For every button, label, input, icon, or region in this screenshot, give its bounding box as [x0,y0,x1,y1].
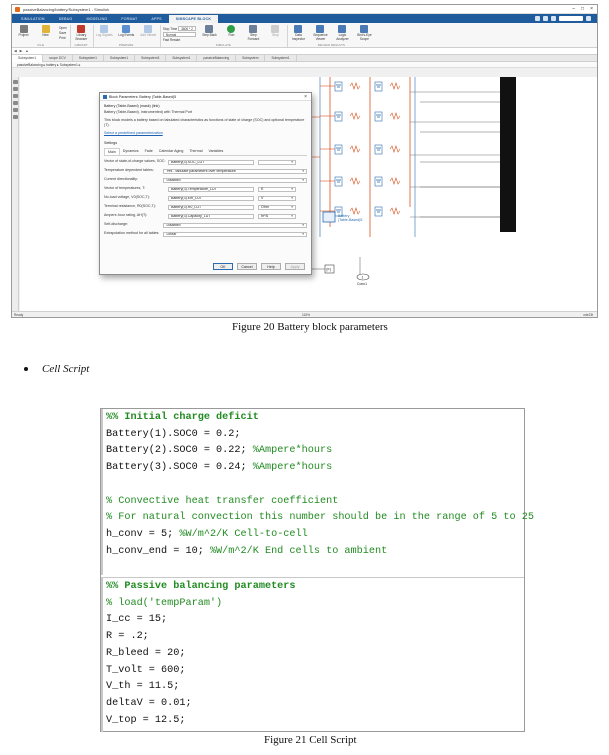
code-line [106,494,534,511]
battery-cell-icon [375,145,382,154]
model-tab[interactable]: Subsystem1 [166,55,197,62]
dialog-titlebar [100,93,311,101]
code-line [106,612,296,629]
model-tab[interactable]: Subsystem3 [135,55,166,62]
parameter-input[interactable]: Battery(3).Temperature_LUT [168,187,254,192]
add-viewer-button[interactable]: Add Viewer [140,25,157,38]
status-bar [12,311,597,317]
subtab-fade[interactable]: Fade [144,149,153,154]
chevron-down-icon: ▾ [291,159,293,164]
code-line [106,477,534,494]
parameter-row [104,185,307,193]
dialog-subtabs [104,148,307,156]
model-tabs [12,55,597,62]
sequence-viewer-icon [316,25,324,33]
block-description: This block models a battery based on tabulated characteristics as functions of state of charge (SOC) and optional temperature (T). [104,118,305,127]
code-statement: I_cc = 15; [106,614,168,626]
forward-arrow-icon[interactable]: ▶ [19,49,23,53]
canvas-palette [12,77,19,317]
code-line [106,679,296,696]
tab-format[interactable]: FORMAT [121,17,138,21]
unit-value: hr*A [261,213,268,218]
log-events-button[interactable]: Log Events [118,25,135,38]
unit-select[interactable] [258,187,296,192]
search-documentation-input[interactable] [559,16,583,21]
library-browser-icon [77,25,85,33]
code-statement: R = .2; [106,631,149,643]
parameter-input[interactable]: Battery(3).Em_LUT [168,196,254,201]
parameter-label: Self-discharge: [104,222,128,227]
code-line [106,696,296,713]
bus-bar [500,77,516,232]
matlab-logo-icon [15,7,20,12]
resistor-icon [350,178,360,184]
parameter-value: Yes - tabulate parameters over temperature [166,168,236,173]
code-block-1 [106,410,534,560]
battery-cell-icon [375,112,382,121]
fit-view-icon[interactable] [13,87,18,91]
tab-apps[interactable]: APPS [151,17,162,21]
parameter-input[interactable]: Battery(3).R0_LUT [168,205,254,210]
code-block-2 [106,579,296,729]
connection-port-number: 1 [361,275,364,280]
resistor-icon [390,113,400,119]
help-button[interactable]: Help [261,263,281,270]
code-line [106,460,534,477]
library-browser-button[interactable]: Library Browser [73,25,90,41]
chevron-down-icon: ▾ [302,222,304,227]
image-icon[interactable] [13,108,18,112]
code-line [106,410,534,427]
unit-value: K [261,186,264,191]
code-line [106,544,534,561]
parameter-dropdown[interactable] [163,232,307,237]
stop-time-input[interactable]: 3600 * 2 [178,26,196,31]
resistor-icon [350,113,360,119]
block-parameters-dialog [99,92,312,275]
code-line [106,443,534,460]
inline-comment: %W/m^2/K End cells to ambient [209,545,388,557]
parameter-label: Current directionality: [104,177,138,182]
chevron-down-icon: ▾ [291,204,293,209]
parameter-label: Temperature dependent tables: [104,168,154,173]
unit-value: Ohm [261,204,269,209]
inline-comment: %Ampere*hours [252,462,333,474]
model-tab[interactable]: Subsystem1 [265,55,296,62]
run-button[interactable]: Run [223,25,240,38]
subtab-variables[interactable]: Variables [208,149,224,154]
connection-port-label: Conn1 [357,282,367,286]
status-ready: Ready [14,312,24,317]
stop-time-label: Stop Time [162,27,178,31]
parameter-label: Vector of state-of-charge values, SOC: [104,159,166,164]
parameter-row [104,167,307,175]
block-name: Battery (Table-Based) (mask) (link) [104,104,160,108]
code-line [106,596,296,613]
breadcrumb[interactable]: passiveBalancing ▸ battery ▸ Subsystem1 ▸ [12,62,597,68]
parameter-label: Vector of temperatures, T: [104,186,146,191]
resistor-icon [390,178,400,184]
quick-access-toolbar [535,14,597,23]
step-back-button[interactable]: Step Back [201,25,218,38]
code-statement: R_bleed = 20; [106,647,186,659]
add-viewer-icon [144,25,152,33]
sequence-viewer-button[interactable]: Sequence Viewer [312,25,329,41]
code-statement: Battery(2).SOC0 = 0.22; [106,445,253,457]
simulink-icon [103,95,107,99]
simulate-group-title: SIMULATE [215,43,232,47]
ok-button[interactable]: OK [213,263,233,270]
parameter-dropdown[interactable] [163,223,307,228]
dialog-buttons [213,263,305,270]
block-header: Battery (Table-Based), Instrumented) with Thermal Port [104,110,193,114]
save-quick-icon[interactable] [535,16,540,21]
stop-button[interactable]: Stop [267,25,284,38]
battery-cell-icon [375,207,382,216]
step-forward-button[interactable]: Step Forward [245,25,262,41]
simulate-group [163,25,288,47]
model-tab[interactable]: scope DCV [43,55,73,62]
code-statement: Battery(1).SOC0 = 0.2; [106,428,241,440]
fast-restart-toggle[interactable]: Fast Restart [162,38,181,42]
up-arrow-icon[interactable]: ▲ [25,49,29,53]
resistor-icon [350,83,360,89]
code-statement: h_conv_end = 10; [106,545,210,557]
review-group [290,25,376,47]
parameter-row [104,212,307,220]
undo-icon[interactable] [543,16,548,21]
code-line [106,527,534,544]
subtab-thermal[interactable]: Thermal [189,149,203,154]
resistor-icon [390,146,400,152]
solver-name: ode23t [583,312,593,317]
library-group [73,25,94,47]
chevron-down-icon: ▾ [291,195,293,200]
parameter-row [104,176,307,184]
unit-select[interactable] [258,160,296,165]
parameter-row [104,158,307,166]
stop-time-stack [163,25,196,42]
parameter-row [104,194,307,202]
code-line [106,646,296,663]
birds-eye-scope-button[interactable]: Bird's-Eye Scope [356,25,373,41]
close-button[interactable]: × [590,6,593,12]
apply-button[interactable]: Apply [285,263,305,270]
inline-comment: %W/m^2/K Cell-to-cell [179,528,308,540]
code-comment: % Convective heat transfer coefficient [106,495,339,507]
toolstrip-tabs [12,14,597,23]
code-line [106,713,296,730]
minimize-button[interactable]: – [572,6,576,12]
code-line [106,510,534,527]
code-comment: % load('tempParam') [106,597,223,609]
code-line [106,579,296,596]
zoom-level: 115% [302,312,310,317]
model-tab[interactable]: Subsystem1 [12,55,43,62]
parameter-row [104,203,307,211]
simulation-mode-select[interactable]: Normal [163,32,196,37]
code-section-1 [101,409,534,575]
project-icon [20,25,28,33]
code-statement: deltaV = 0.01; [106,697,192,709]
code-comment: %% Initial charge deficit [106,412,259,423]
parameter-list [104,158,307,238]
project-button[interactable]: Project [15,25,32,38]
subtab-main[interactable]: Main [104,148,120,155]
parameter-label: Ampere-hour rating, AH(T): [104,213,148,218]
code-line [106,663,296,680]
tab-simscape-block[interactable]: SIMSCAPE BLOCK [169,15,218,23]
battery-cell-icon [335,145,342,154]
code-section-2 [101,577,524,732]
parameter-dropdown[interactable] [163,169,307,174]
code-statement: h_conv = 5; [106,528,180,540]
battery-cell-icon [375,82,382,91]
logic-analyzer-icon [338,25,346,33]
code-line [106,427,534,444]
review-group-title: REVIEW RESULTS [317,43,346,47]
battery-block-label [338,214,362,222]
dialog-title: Block Parameters: Battery (Table-Based)5 [109,94,177,99]
parameter-label: No-load voltage, V0(SOC,T): [104,195,150,200]
battery-table-based-icon [323,212,335,222]
tab-debug[interactable]: DEBUG [58,17,73,21]
chevron-down-icon: ▾ [291,186,293,191]
new-button[interactable]: New [37,25,54,38]
area-icon[interactable] [13,115,18,119]
parameter-value: Disabled [166,222,181,227]
help-icon[interactable] [586,16,591,21]
tab-simulation[interactable]: SIMULATION [21,17,45,21]
log-events-icon [122,25,130,33]
file-group-title: FILE [37,43,45,47]
resistor-icon [350,146,360,152]
battery-cell-icon [335,112,342,121]
resistor-icon [350,208,360,214]
code-statement: Battery(3).SOC0 = 0.24; [106,462,253,474]
parameter-input[interactable]: Battery(3).SOC_LUT [168,160,254,165]
parameter-dropdown[interactable] [163,178,307,183]
parameter-label: Extrapolation method for all tables: [104,231,160,236]
chevron-down-icon: ▾ [302,177,304,182]
arrow-icon[interactable] [13,94,18,98]
settings-label: Settings [104,141,117,146]
prepare-group [96,25,161,47]
resistor-icon [390,83,400,89]
save-button[interactable]: Save [59,31,67,35]
prepare-group-title: PREPARE [119,43,134,47]
simulink-screenshot [11,4,598,318]
parameter-input[interactable]: Battery(3).Capacity_LUT [168,214,254,219]
unit-select[interactable] [258,214,296,219]
code-statement: V_th = 11.5; [106,681,180,693]
data-inspector-icon [294,25,302,33]
cell-script-screenshot [100,408,534,732]
maximize-button[interactable]: □ [581,6,585,12]
file-group [15,25,71,47]
battery-cell-icon [335,82,342,91]
subtab-calendar-aging[interactable]: Calendar Aging [158,149,184,154]
battery-cell-icon [335,177,342,186]
chevron-down-icon: ▾ [302,168,304,173]
bullet-text: Cell Script [42,363,90,375]
code-comment: %% Passive balancing parameters [106,581,296,592]
toolstrip [12,23,597,48]
log-signals-button[interactable]: Log Signals [96,25,113,38]
battery-block-label-line: (Table-Based)5 [338,218,363,222]
data-inspector-button[interactable]: Data Inspector [290,25,307,41]
chevron-down-icon: ▾ [302,231,304,236]
code-statement: T_volt = 600; [106,664,186,676]
code-comment: % For natural convection this number should be in the range of 5 to 25 [106,512,534,524]
parameter-value: Linear [166,231,177,236]
unit-select[interactable] [258,205,296,210]
window-titlebar [12,5,597,14]
annotation-icon[interactable] [13,101,18,105]
code-line [106,629,296,646]
stop-icon [271,25,279,33]
resistor-icon [390,208,400,214]
back-arrow-icon[interactable]: ◀ [14,49,17,53]
redo-icon[interactable] [551,16,556,21]
parameter-value: Disabled [166,177,181,182]
step-forward-icon [249,25,257,33]
birds-eye-scope-icon [360,25,368,33]
figure-21-caption: Figure 21 Cell Script [264,734,357,746]
parameter-label: Terminal resistance, R0(SOC,T): [104,204,156,209]
model-tab[interactable]: passiveBalancing [197,55,236,62]
predefined-parameterization-link[interactable]: Select a predefined parameterization [104,131,163,136]
model-tab[interactable]: Subsystem [236,55,265,62]
print-button[interactable]: Print [59,36,66,40]
battery-cell-icon [375,177,382,186]
step-back-icon [205,25,213,33]
window-controls [572,6,597,12]
open-button[interactable]: Open [59,26,67,30]
code-statement: V_top = 12.5; [106,714,186,726]
new-icon [42,25,50,33]
unit-value: V [261,195,264,200]
file-stack [59,25,67,40]
figure-20-caption: Figure 20 Battery block parameters [232,321,388,333]
model-tab[interactable]: Subsystem1 [104,55,135,62]
dialog-close-button[interactable]: × [304,93,307,100]
parameter-row [104,230,307,238]
logic-analyzer-button[interactable]: Logic Analyzer [334,25,351,41]
goto-label: [F] [326,267,331,272]
unit-select[interactable] [258,196,296,201]
battery-block-label-line: Battery [338,214,350,218]
run-icon [227,25,235,33]
subtab-dynamics[interactable]: Dynamics [122,149,139,154]
bullet-dot-icon [24,367,28,371]
log-signals-icon [100,25,108,33]
bullet-item [24,363,89,375]
cancel-button[interactable]: Cancel [237,263,257,270]
zoom-icon[interactable] [13,80,18,84]
tab-modeling[interactable]: MODELING [86,17,108,21]
code-statement [106,479,112,490]
model-tab[interactable]: Subsystem1 [73,55,104,62]
chevron-down-icon: ▾ [291,213,293,218]
inline-comment: %Ampere*hours [252,445,333,457]
library-group-title: LIBRARY [74,43,88,47]
window-title: passiveBalancing/battery/Subsystem1 - Simulink [23,6,110,12]
parameter-row [104,221,307,229]
